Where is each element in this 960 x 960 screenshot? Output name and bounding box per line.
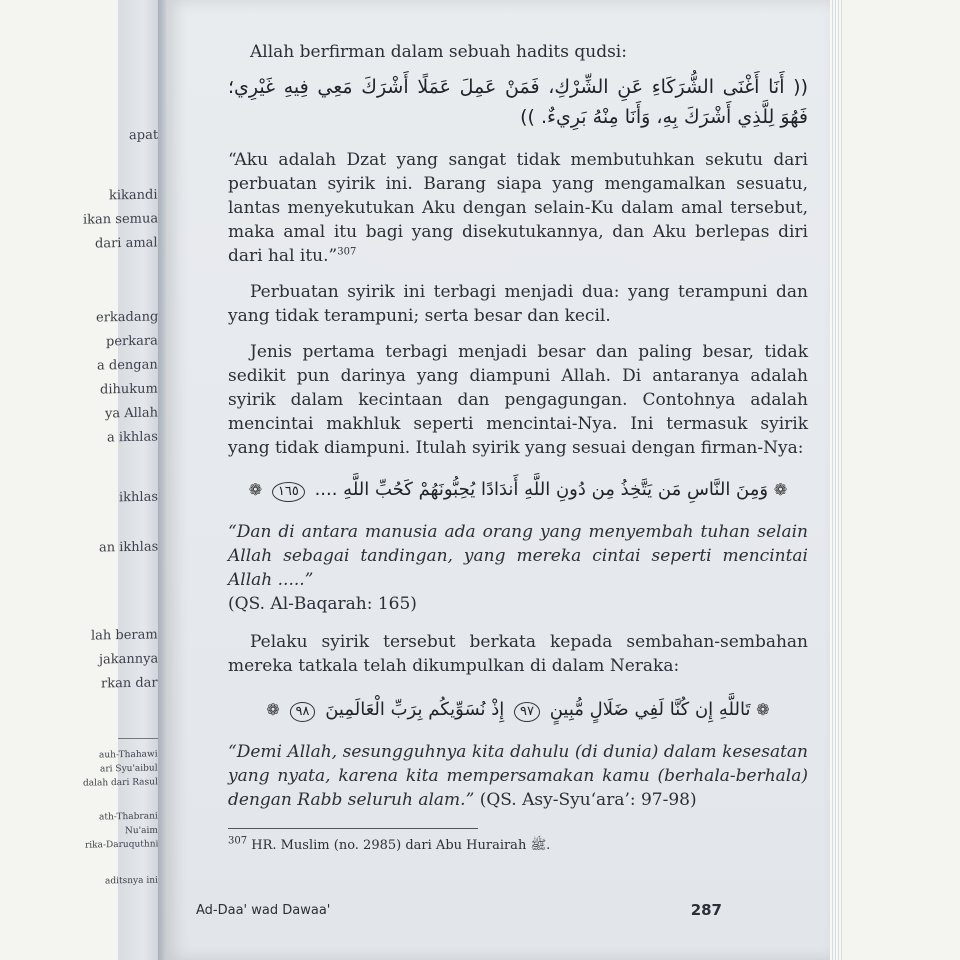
hadith-translation: “Aku adalah Dzat yang sangat tidak membutuhkan sekutu dari perbuatan syirik ini. Barang siapa yang mengamalkan sesuatu, lantas menyekutukan Aku dengan selain-Ku dalam amal tersebut, maka amal itu bagi yang disekutukannya, dan Aku berlepas diri dari hal itu.”$^{307}$ [228, 150, 808, 266]
left-page-fragment: kikandi [109, 187, 158, 204]
left-page-note: rika-Daruquthni [84, 839, 158, 851]
left-page-note: auh-Thahawi [99, 749, 158, 761]
page-content [228, 40, 808, 855]
ayah-2-translation: “Demi Allah, sesungguhnya kita dahulu (di dunia) dalam kesesatan yang nyata, karena kita mempersamakan kamu (berhala-berhala) dengan Rabb seluruh alam.” (QS. Asy-Syu‘ara’: 97-98) [228, 742, 808, 810]
left-page-fragment: apat [128, 127, 158, 144]
footnote-ref[interactable]: 307 [337, 246, 357, 258]
left-page-fragment: a ikhlas [107, 429, 158, 446]
left-page-fragment: ya Allah [104, 405, 158, 422]
ayah-1-translation: “Dan di antara manusia ada orang yang menyembah tuhan selain Allah sebagai tandingan, yang mereka cintai seperti mencintai Allah .....” [228, 522, 808, 590]
ayah-open-ornament-icon: ❁ [756, 700, 770, 719]
ayah-2-reference: (QS. Asy-Syu‘ara’: 97-98) [479, 790, 697, 810]
running-footer-title: Ad-Daa' wad Dawaa' [196, 903, 331, 918]
book-page [166, 0, 830, 960]
left-page-fragment: ikan semua [82, 211, 158, 228]
ayah-close-ornament-icon: ❁ [248, 480, 263, 499]
footnote-307: $^{307}$ HR. Muslim (no. 2985) dari Abu Hurairah ﷺ. [228, 835, 551, 853]
left-page-note: ath-Thabrani [99, 811, 158, 823]
left-page-fragment: perkara [106, 333, 158, 350]
ayah-close-ornament-icon: ❁ [266, 700, 280, 719]
ayah-1-reference: (QS. Al-Baqarah: 165) [228, 594, 417, 614]
left-page-fragment: rkan dar [101, 675, 158, 692]
left-page-note: ari Syu'aibul [100, 763, 158, 775]
left-page-note: dalah dari Rasul [83, 777, 158, 789]
ayah-syuara-97-98: ❁ تَاللَّهِ إِن كُنَّا لَفِي ضَلَالٍ مُّبِينٍ ٩٧ إِذْ نُسَوِّيكُم بِرَبِّ الْعَالَمِينَ ٩٨ ❁ [266, 699, 770, 720]
page-stack-edge [830, 0, 842, 960]
page-footer [196, 903, 800, 918]
footnote-rule [118, 738, 160, 739]
ayah-number-badge: ٩٧ [514, 702, 540, 722]
page-number: 287 [690, 901, 722, 919]
left-page-note: Nu'aim [125, 825, 158, 837]
left-page-fragment: an ikhlas [98, 539, 158, 556]
footnote-rule [228, 828, 478, 829]
ayah-baqarah-165: ❁ وَمِنَ النَّاسِ مَن يَتَّخِذُ مِن دُونِ اللَّهِ أَندَادًا يُحِبُّونَهُمْ كَحُبِّ اللَّهِ .... ١٦٥ ❁ [248, 479, 788, 500]
left-page-fragment: dari amal [95, 235, 158, 252]
left-page-fragment: erkadang [95, 309, 158, 326]
ayah-number-badge: ١٦٥ [272, 482, 305, 502]
left-page-fragment: dihukum [100, 381, 158, 398]
left-page-note: aditsnya ini [105, 875, 158, 887]
left-facing-page [82, 0, 160, 960]
hadith-arabic: (( أَنَا أَغْنَى الشُّرَكَاءِ عَنِ الشِّرْكِ، فَمَنْ عَمِلَ عَمَلًا أَشْرَكَ مَعِي فِيهِ غَيْرِي؛ فَهُوَ لِلَّذِي أَشْرَكَ بِهِ، وَأَنَا مِنْهُ بَرِيءٌ. )) [228, 76, 808, 128]
left-page-fragment: ikhlas [119, 489, 158, 506]
paragraph-1: Perbuatan syirik ini terbagi menjadi dua: yang terampuni dan yang tidak terampuni; serta besar dan kecil. [228, 282, 808, 326]
left-page-fragment: lah beram [91, 627, 158, 644]
paragraph-2: Jenis pertama terbagi menjadi besar dan paling besar, tidak sedikit pun darinya yang diampuni Allah. Di antaranya adalah syirik dalam kecintaan dan pengagungan. Contohnya adalah mencintai makhluk seperti mencintai-Nya. Ini termasuk syirik yang tidak diampuni. Itulah syirik yang sesuai dengan firman-Nya: [228, 342, 808, 458]
intro-line: Allah berfirman dalam sebuah hadits qudsi: [250, 42, 627, 62]
ayah-number-badge: ٩٨ [290, 702, 316, 722]
left-page-fragment: a dengan [97, 357, 158, 374]
left-page-fragment: jakannya [98, 651, 158, 668]
paragraph-3: Pelaku syirik tersebut berkata kepada sembahan-sembahan mereka tatkala telah dikumpulkan di dalam Neraka: [228, 632, 808, 676]
ayah-open-ornament-icon: ❁ [773, 480, 788, 499]
